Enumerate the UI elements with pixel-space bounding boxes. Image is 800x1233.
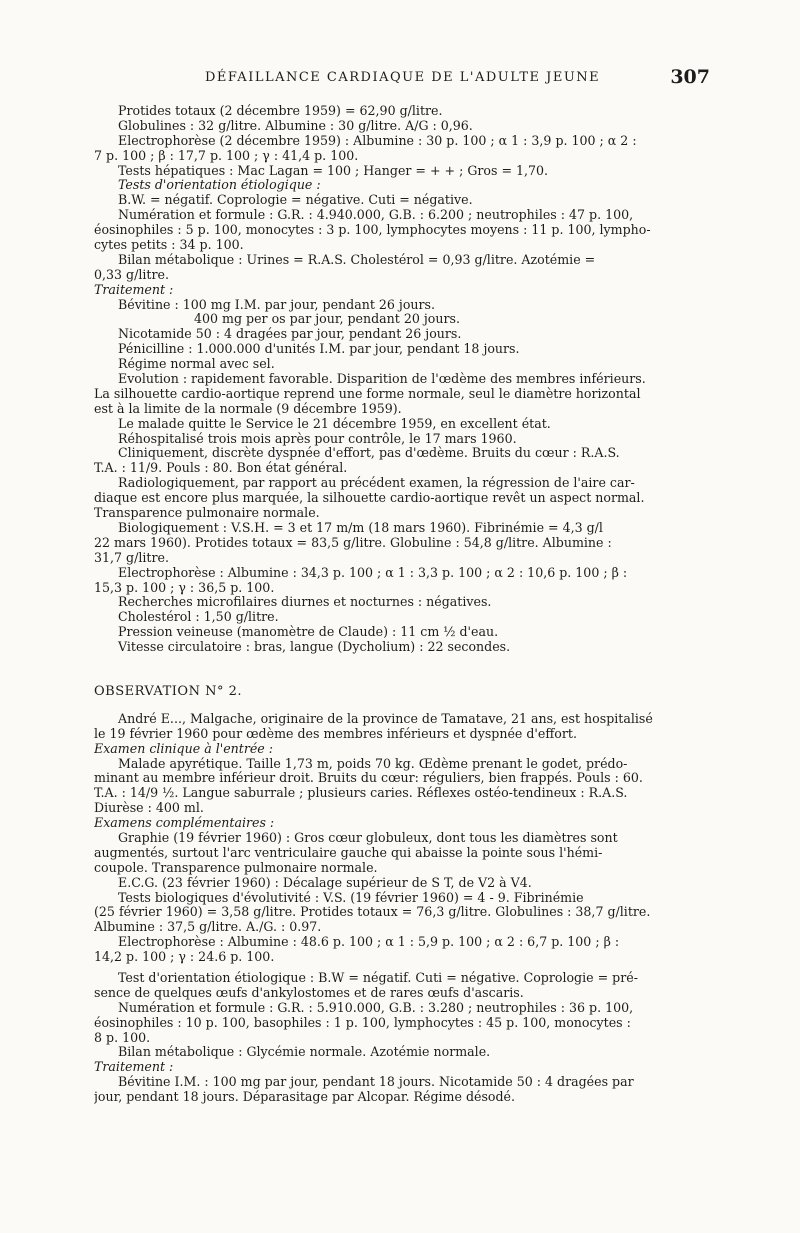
text-line: Pénicilline : 1.000.000 d'unités I.M. par jour, pendant 18 jours. xyxy=(118,342,520,357)
section-heading: Examens complémentaires : xyxy=(94,816,275,831)
text-line: Cholestérol : 1,50 g/litre. xyxy=(118,610,279,625)
text-line: (25 février 1960) = 3,58 g/litre. Protides totaux = 76,3 g/litre. Globulines : 38,7 g/litre. xyxy=(94,905,651,920)
page-header xyxy=(95,66,710,90)
text-line: Graphie (19 février 1960) : Gros cœur globuleux, dont tous les diamètres sont xyxy=(118,830,618,845)
text-line: André E..., Malgache, originaire de la province de Tamatave, 21 ans, est hospitalisé xyxy=(118,711,653,726)
section-gap xyxy=(94,655,706,685)
text-line: Pression veineuse (manomètre de Claude) : 11 cm ½ d'eau. xyxy=(118,625,499,640)
text-line: augmentés, surtout l'arc ventriculaire gauche qui abaisse la pointe sous l'hémi- xyxy=(94,845,603,860)
text-line: Evolution : rapidement favorable. Disparition de l'œdème des membres inférieurs. xyxy=(118,372,646,387)
text-line: Test d'orientation étiologique : B.W = négatif. Cuti = négative. Coprologie = pré- xyxy=(118,970,638,985)
text-line: Bévitine I.M. : 100 mg par jour, pendant 18 jours. Nicotamide 50 : 4 dragées par xyxy=(118,1075,634,1090)
text-line: minant au membre inférieur droit. Bruits du cœur: réguliers, bien frappés. Pouls : 60. xyxy=(94,771,643,786)
text-line: Tests hépatiques : Mac Lagan = 100 ; Hanger = + + ; Gros = 1,70. xyxy=(118,163,549,178)
text-line: La silhouette cardio-aortique reprend une forme normale, seul le diamètre horizontal xyxy=(94,386,641,401)
text-line: Electrophorèse : Albumine : 48.6 p. 100 ; α 1 : 5,9 p. 100 ; α 2 : 6,7 p. 100 ; β : xyxy=(118,935,620,950)
text-line: 14,2 p. 100 ; γ : 24.6 p. 100. xyxy=(94,950,275,965)
text-line: Tests biologiques d'évolutivité : V.S. (19 février 1960) = 4 - 9. Fibrinémie xyxy=(118,890,584,905)
text-line: 31,7 g/litre. xyxy=(94,550,169,565)
text-line: 400 mg per os par jour, pendant 20 jours. xyxy=(194,312,460,327)
text-line: Numération et formule : G.R. : 4.940.000, G.B. : 6.200 ; neutrophiles : 47 p. 100, xyxy=(118,208,634,223)
text-line: Vitesse circulatoire : bras, langue (Dycholium) : 22 secondes. xyxy=(118,640,511,655)
text-line: Electrophorèse : Albumine : 34,3 p. 100 ; α 1 : 3,3 p. 100 ; α 2 : 10,6 p. 100 ; β : xyxy=(118,565,628,580)
section-heading: Traitement : xyxy=(94,1060,174,1075)
text-line: Albumine : 37,5 g/litre. A./G. : 0.97. xyxy=(94,920,322,935)
text-line: cytes petits : 34 p. 100. xyxy=(94,238,244,253)
text-line: Biologiquement : V.S.H. = 3 et 17 m/m (18 mars 1960). Fibrinémie = 4,3 g/l xyxy=(118,520,603,535)
page-number: 307 xyxy=(670,66,710,88)
text-line: E.C.G. (23 février 1960) : Décalage supérieur de S T, de V2 à V4. xyxy=(118,875,532,890)
section-heading: Traitement : xyxy=(94,282,174,297)
text-line: T.A. : 14/9 ½. Langue saburrale ; plusieurs caries. Réflexes ostéo-tendineux : R.A.S. xyxy=(94,786,628,801)
observation-heading: OBSERVATION N° 2. xyxy=(94,684,242,699)
text-line: Réhospitalisé trois mois après pour contrôle, le 17 mars 1960. xyxy=(118,431,517,446)
text-line: 0,33 g/litre. xyxy=(94,267,169,282)
text-line: Numération et formule : G.R. : 5.910.000, G.B. : 3.280 ; neutrophiles : 36 p. 100, xyxy=(118,1000,634,1015)
text-line: Le malade quitte le Service le 21 décembre 1959, en excellent état. xyxy=(118,416,551,431)
text-line: T.A. : 11/9. Pouls : 80. Bon état général. xyxy=(94,461,348,476)
text-line: Bévitine : 100 mg I.M. par jour, pendant 26 jours. xyxy=(118,297,435,312)
text-line: diaque est encore plus marquée, la silhouette cardio-aortique revêt un aspect normal. xyxy=(94,491,645,506)
text-body xyxy=(94,104,706,1105)
text-line: Recherches microfilaires diurnes et nocturnes : négatives. xyxy=(118,595,492,610)
text-line: Bilan métabolique : Glycémie normale. Azotémie normale. xyxy=(118,1045,491,1060)
text-line: 8 p. 100. xyxy=(94,1030,151,1045)
text-line: Globulines : 32 g/litre. Albumine : 30 g/litre. A/G : 0,96. xyxy=(118,118,473,133)
text-line: est à la limite de la normale (9 décembre 1959). xyxy=(94,401,402,416)
text-line: Nicotamide 50 : 4 dragées par jour, pendant 26 jours. xyxy=(118,327,462,342)
text-line: Radiologiquement, par rapport au précédent examen, la régression de l'aire car- xyxy=(118,476,635,491)
text-line: 7 p. 100 ; β : 17,7 p. 100 ; γ : 41,4 p. 100. xyxy=(94,148,359,163)
spacer xyxy=(94,700,706,712)
section-heading: Examen clinique à l'entrée : xyxy=(94,741,273,756)
text-line: Régime normal avec sel. xyxy=(118,357,275,372)
text-line: Diurèse : 400 ml. xyxy=(94,801,204,816)
text-line: Protides totaux (2 décembre 1959) = 62,90 g/litre. xyxy=(118,104,443,118)
text-line: Electrophorèse (2 décembre 1959) : Albumine : 30 p. 100 ; α 1 : 3,9 p. 100 ; α 2 : xyxy=(118,133,637,148)
text-line: éosinophiles : 5 p. 100, monocytes : 3 p. 100, lymphocytes moyens : 11 p. 100, lympho- xyxy=(94,223,651,238)
text-line: B.W. = négatif. Coprologie = négative. Cuti = négative. xyxy=(118,193,473,208)
text-line: sence de quelques œufs d'ankylostomes et de rares œufs d'ascaris. xyxy=(94,985,524,1000)
running-title: DÉFAILLANCE CARDIAQUE DE L'ADULTE JEUNE xyxy=(205,70,601,85)
text-line: jour, pendant 18 jours. Déparasitage par Alcopar. Régime désodé. xyxy=(94,1090,516,1105)
text-line: Bilan métabolique : Urines = R.A.S. Cholestérol = 0,93 g/litre. Azotémie = xyxy=(118,252,596,267)
text-line: Transparence pulmonaire normale. xyxy=(94,506,320,521)
text-line: 15,3 p. 100 ; γ : 36,5 p. 100. xyxy=(94,580,275,595)
subheading: Tests d'orientation étiologique : xyxy=(118,178,321,193)
text-line: Cliniquement, discrète dyspnée d'effort, pas d'œdème. Bruits du cœur : R.A.S. xyxy=(118,446,620,461)
text-line: éosinophiles : 10 p. 100, basophiles : 1 p. 100, lymphocytes : 45 p. 100, monocytes : xyxy=(94,1015,631,1030)
text-line: coupole. Transparence pulmonaire normale. xyxy=(94,860,378,875)
text-line: Malade apyrétique. Taille 1,73 m, poids 70 kg. Œdème prenant le godet, prédo- xyxy=(118,756,628,771)
text-line: 22 mars 1960). Protides totaux = 83,5 g/litre. Globuline : 54,8 g/litre. Albumine : xyxy=(94,535,612,550)
text-line: le 19 février 1960 pour œdème des membres inférieurs et dyspnée d'effort. xyxy=(94,726,577,741)
